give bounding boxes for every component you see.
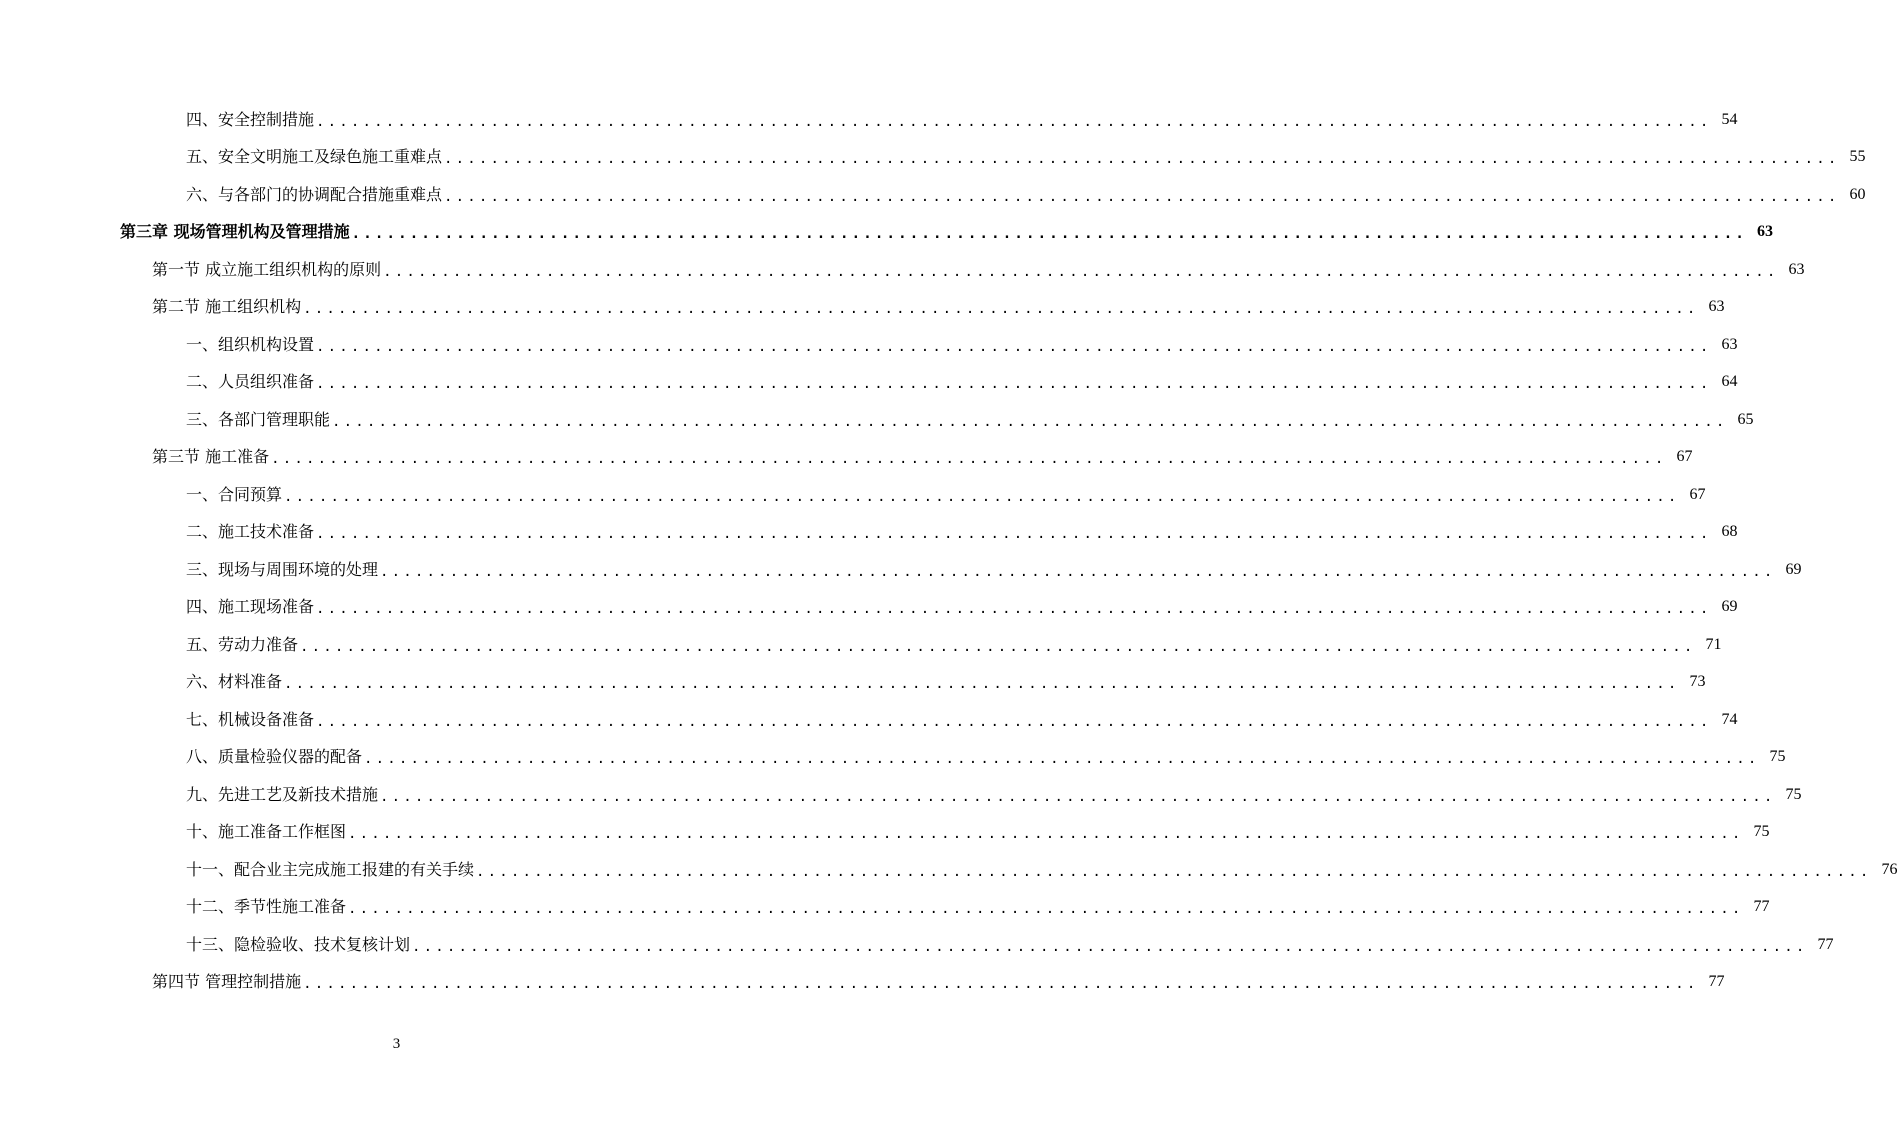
toc-entry-page: 69 [1785, 560, 1802, 578]
toc-entry-title: 四、安全控制措施 [186, 109, 315, 129]
page-number: 3 [392, 1036, 401, 1052]
toc-entry-title: 十三、隐检验收、技术复核计划 [186, 934, 411, 954]
toc-entry[interactable] [0, 664, 1706, 702]
toc-entry-title: 第三节 施工准备 [152, 447, 270, 467]
toc-entry-page: 74 [1721, 710, 1738, 728]
toc-entry-page: 63 [1708, 298, 1725, 316]
toc-entry-title: 一、组织机构设置 [186, 334, 315, 354]
toc-entry[interactable] [0, 889, 1770, 927]
toc-entry[interactable] [0, 139, 1866, 177]
toc-entry[interactable] [0, 626, 1722, 664]
toc-dot-leader: ........................................................................................................................ [300, 638, 1696, 655]
toc-entry-title: 八、质量检验仪器的配备 [186, 747, 363, 767]
toc-entry-page: 75 [1753, 823, 1770, 841]
toc-entry[interactable] [0, 214, 1774, 252]
toc-entry-page: 67 [1676, 448, 1693, 466]
toc-dot-leader: ........................................................................................................................ [332, 413, 1728, 430]
toc-dot-leader: ........................................................................................................................ [271, 451, 1667, 468]
toc-dot-leader: ........................................................................................................................ [316, 526, 1712, 543]
toc-dot-leader: ........................................................................................................................ [380, 788, 1776, 805]
toc-dot-leader: ........................................................................................................................ [284, 676, 1680, 693]
toc-entry-title: 四、施工现场准备 [186, 597, 315, 617]
toc-entry-title: 五、安全文明施工及绿色施工重难点 [186, 147, 443, 167]
toc-entry-page: 77 [1753, 898, 1770, 916]
toc-dot-leader: ........................................................................................................................ [316, 601, 1712, 618]
toc-dot-leader: ........................................................................................................................ [412, 938, 1808, 955]
toc-entry[interactable] [0, 364, 1738, 402]
toc-entry-title: 七、机械设备准备 [186, 709, 315, 729]
toc-entry-title: 十、施工准备工作框图 [186, 822, 347, 842]
toc-dot-leader: ........................................................................................................................ [351, 226, 1748, 243]
toc-entry-page: 73 [1689, 673, 1706, 691]
toc-entry[interactable] [0, 476, 1706, 514]
toc-dot-leader: ........................................................................................................................ [316, 376, 1712, 393]
toc-dot-leader: ........................................................................................................................ [348, 826, 1744, 843]
toc-entry[interactable] [0, 814, 1770, 852]
toc-entry[interactable] [0, 589, 1738, 627]
toc-dot-leader: ........................................................................................................................ [444, 151, 1840, 168]
toc-dot-leader: ........................................................................................................................ [383, 263, 1779, 280]
toc-entry-title: 五、劳动力准备 [186, 634, 299, 654]
toc-dot-leader: ........................................................................................................................ [476, 863, 1872, 880]
toc-entry[interactable] [0, 401, 1754, 439]
toc-dot-leader: ........................................................................................................................ [348, 901, 1744, 918]
toc-entry[interactable] [0, 514, 1738, 552]
toc-entry-page: 54 [1721, 110, 1738, 128]
toc-entry-title: 六、材料准备 [186, 672, 283, 692]
toc-entry-page: 63 [1788, 260, 1805, 278]
toc-entry[interactable] [0, 326, 1738, 364]
toc-entry[interactable] [0, 739, 1786, 777]
toc-entry-title: 第二节 施工组织机构 [152, 297, 302, 317]
toc-entry-page: 64 [1721, 373, 1738, 391]
toc-entry[interactable] [0, 289, 1725, 327]
toc-entry-page: 75 [1769, 748, 1786, 766]
toc-entry-page: 67 [1689, 485, 1706, 503]
toc-entry-title: 三、各部门管理职能 [186, 409, 331, 429]
toc-entry-page: 76 [1881, 860, 1897, 878]
toc-dot-leader: ........................................................................................................................ [303, 301, 1699, 318]
toc-entry-title: 十二、季节性施工准备 [186, 897, 347, 917]
toc-entry-page: 68 [1721, 523, 1738, 541]
toc-entry[interactable] [0, 176, 1866, 214]
toc-dot-leader: ........................................................................................................................ [316, 713, 1712, 730]
toc-entry[interactable] [0, 251, 1805, 289]
toc-dot-leader: ........................................................................................................................ [444, 188, 1840, 205]
toc-entry[interactable] [0, 439, 1693, 477]
toc-entry-title: 第一节 成立施工组织机构的原则 [152, 259, 382, 279]
table-of-contents [0, 101, 1897, 1001]
toc-entry[interactable] [0, 776, 1802, 814]
toc-entry-title: 第四节 管理控制措施 [152, 972, 302, 992]
toc-entry-page: 63 [1757, 223, 1774, 241]
toc-entry-title: 二、人员组织准备 [186, 372, 315, 392]
toc-entry-page: 75 [1785, 785, 1802, 803]
toc-entry-title: 九、先进工艺及新技术措施 [186, 784, 379, 804]
toc-dot-leader: ........................................................................................................................ [303, 976, 1699, 993]
toc-entry-page: 77 [1817, 935, 1834, 953]
toc-entry-page: 63 [1721, 335, 1738, 353]
toc-entry-page: 55 [1849, 148, 1866, 166]
toc-entry-title: 三、现场与周围环境的处理 [186, 559, 379, 579]
toc-entry[interactable] [0, 926, 1834, 964]
toc-dot-leader: ........................................................................................................................ [316, 338, 1712, 355]
toc-entry-page: 65 [1737, 410, 1754, 428]
toc-entry[interactable] [0, 851, 1897, 889]
toc-entry[interactable] [0, 701, 1738, 739]
toc-entry[interactable] [0, 551, 1802, 589]
toc-entry-page: 69 [1721, 598, 1738, 616]
toc-entry-title: 第三章 现场管理机构及管理措施 [120, 222, 350, 242]
toc-entry-title: 二、施工技术准备 [186, 522, 315, 542]
toc-dot-leader: ........................................................................................................................ [316, 113, 1712, 130]
toc-dot-leader: ........................................................................................................................ [380, 563, 1776, 580]
toc-entry-page: 77 [1708, 973, 1725, 991]
toc-entry-page: 60 [1849, 185, 1866, 203]
toc-entry[interactable] [0, 964, 1725, 1002]
toc-dot-leader: ........................................................................................................................ [284, 488, 1680, 505]
toc-entry-title: 一、合同预算 [186, 484, 283, 504]
toc-dot-leader: ........................................................................................................................ [364, 751, 1760, 768]
toc-entry-page: 71 [1705, 635, 1722, 653]
toc-entry-title: 六、与各部门的协调配合措施重难点 [186, 184, 443, 204]
toc-entry[interactable] [0, 101, 1738, 139]
toc-entry-title: 十一、配合业主完成施工报建的有关手续 [186, 859, 475, 879]
